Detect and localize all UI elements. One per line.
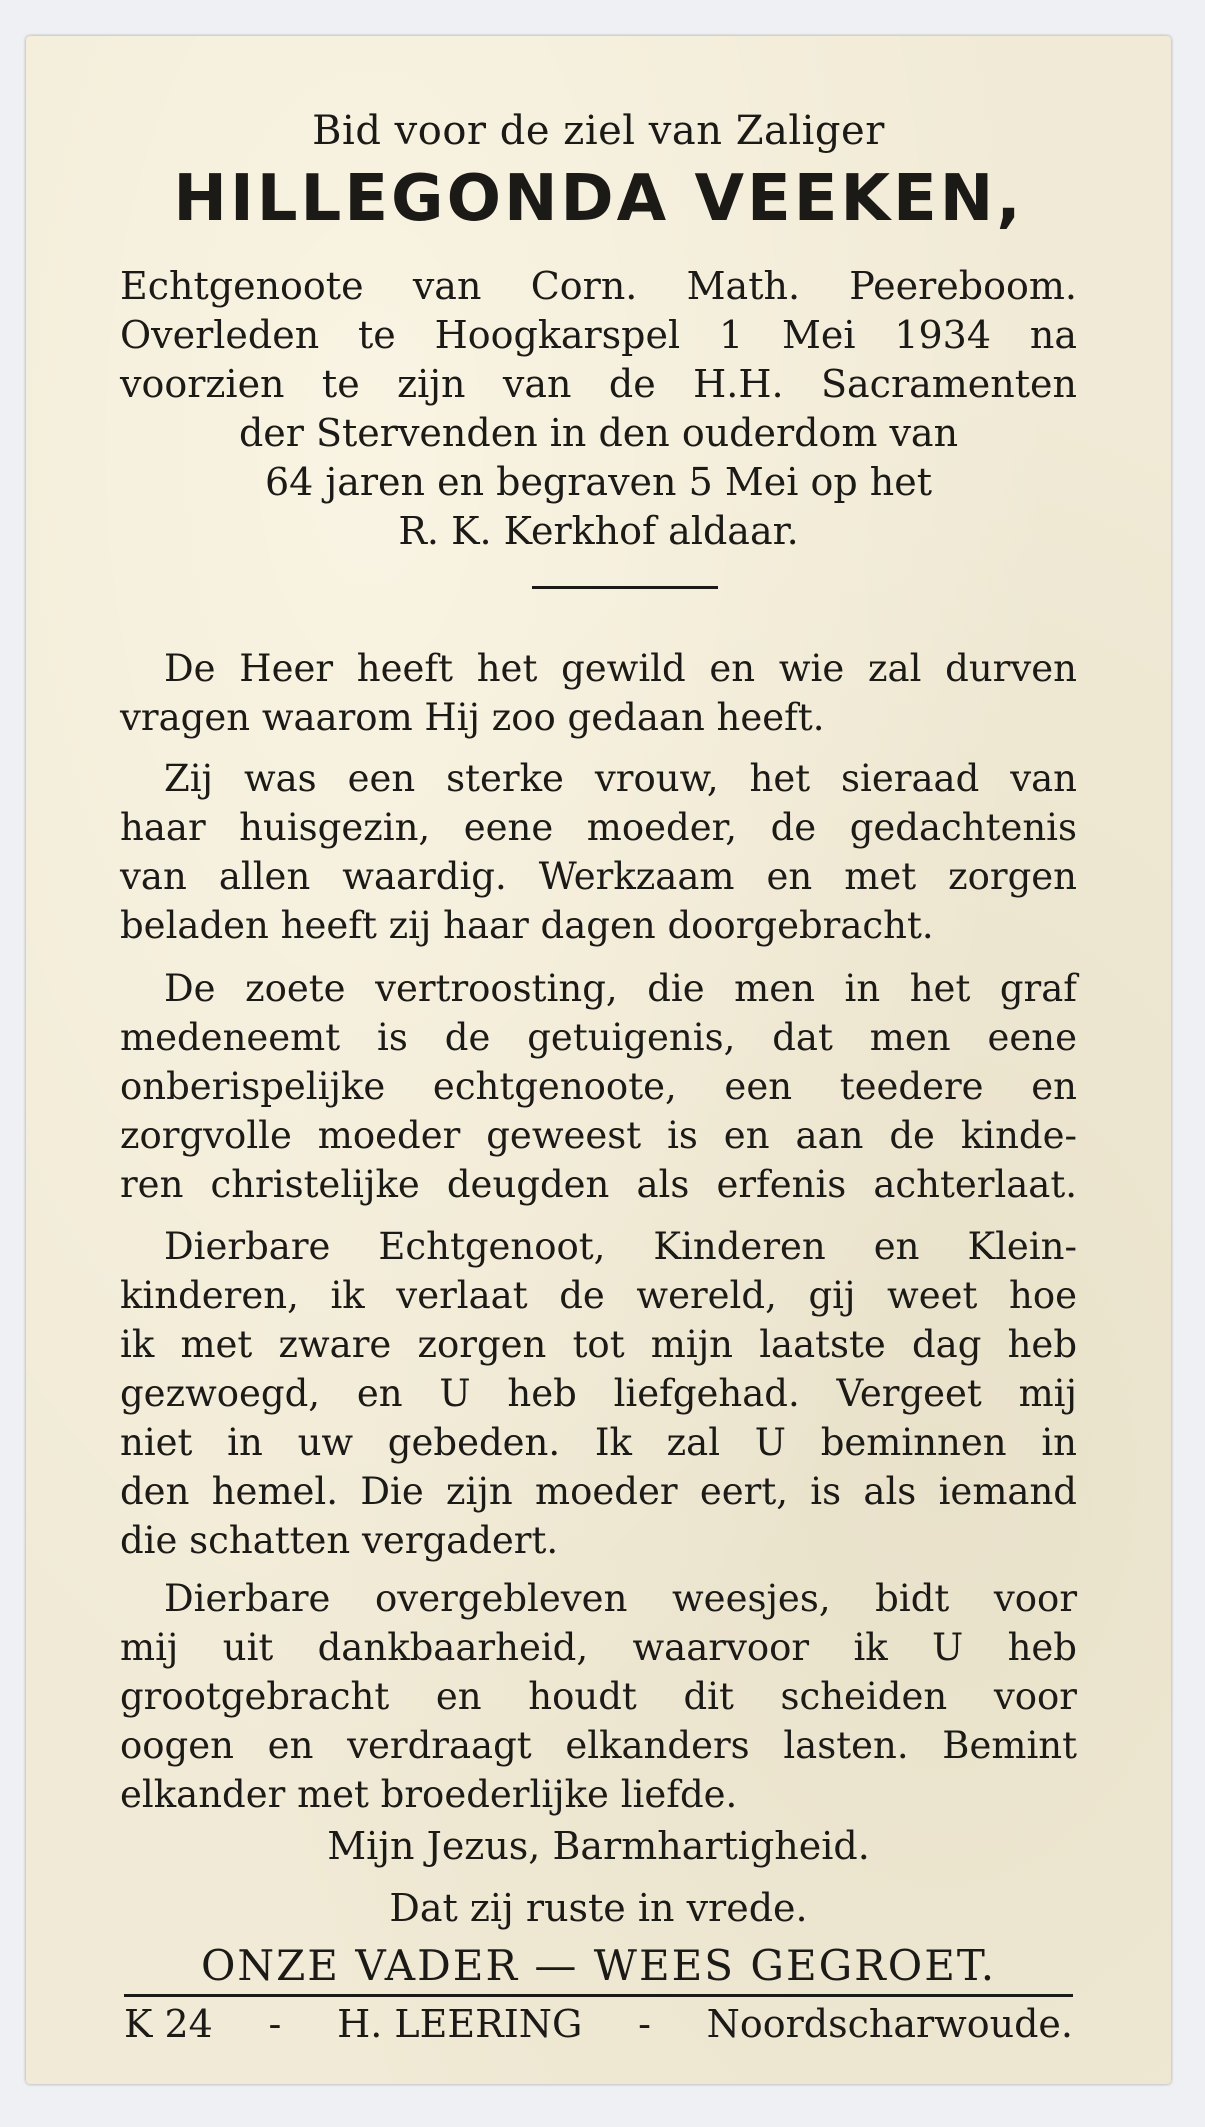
- text-line: zorgvolle moeder geweest is en aan de kinde-: [120, 1114, 1077, 1157]
- text-line: onberispelijke echtgenoote, een teedere en: [120, 1065, 1077, 1108]
- verse-paragraph: [120, 1574, 1077, 1819]
- card-content: [120, 36, 1077, 2084]
- text-line: Dierbare Echtgenoot, Kinderen en Klein-: [164, 1225, 1077, 1268]
- print-code: K 24: [124, 2002, 213, 2046]
- death-line: Overleden te Hoogkarspel 1 Mei 1934 na: [120, 313, 1077, 357]
- text-line: Dierbare overgebleven weesjes, bidt voor: [164, 1577, 1077, 1620]
- closing-blessing: Dat zij ruste in vrede.: [389, 1886, 808, 1930]
- death-line: der Stervenden in den ouderdom van: [238, 411, 959, 455]
- text-line: De zoete vertroosting, die men in het graf: [164, 967, 1077, 1010]
- printer-location: Noordscharwoude.: [706, 2002, 1073, 2046]
- text-line: medeneemt is de getuigenis, dat men eene: [120, 1016, 1077, 1059]
- text-line: van allen waardig. Werkzaam en met zorgen: [120, 855, 1077, 898]
- death-line: voorzien te zijn van de H.H. Sacramenten: [120, 362, 1077, 406]
- text-line: ik met zware zorgen tot mijn laatste dag heb: [120, 1323, 1077, 1366]
- text-line: mij uit dankbaarheid, waarvoor ik U heb: [120, 1626, 1077, 1669]
- footer-divider: [124, 1994, 1073, 1997]
- printer-name: H. LEERING: [337, 2002, 583, 2046]
- text-line: kinderen, ik verlaat de wereld, gij weet hoe: [120, 1274, 1077, 1317]
- text-line: elkander met broederlijke liefde.: [120, 1773, 738, 1816]
- text-line: oogen en verdraagt elkanders lasten. Bemint: [120, 1724, 1077, 1767]
- deceased-name: HILLEGONDA VEEKEN,: [173, 162, 1024, 236]
- prayer-request: ONZE VADER — WEES GEGROET.: [200, 1941, 997, 1990]
- verse-paragraph: [120, 644, 1077, 742]
- text-line: gezwoegd, en U heb liefgehad. Vergeet mij: [120, 1372, 1077, 1415]
- text-line: die schatten vergadert.: [120, 1519, 559, 1562]
- death-line: 64 jaren en begraven 5 Mei op het: [265, 460, 932, 504]
- memorial-card: [26, 36, 1171, 2084]
- footer-separator: -: [638, 2002, 651, 2046]
- text-line: beladen heeft zij haar dagen doorgebracht.: [120, 904, 934, 947]
- section-divider: [532, 586, 718, 589]
- closing-invocation: Mijn Jezus, Barmhartigheid.: [327, 1824, 870, 1868]
- biographical-details: [120, 262, 1077, 556]
- text-line: De Heer heeft het gewild en wie zal durven: [164, 647, 1077, 690]
- verse-paragraph: [120, 1222, 1077, 1565]
- verse-paragraph: [120, 754, 1077, 950]
- prayer-intro: Bid voor de ziel van Zaliger: [312, 108, 885, 154]
- footer-separator: -: [268, 2002, 282, 2046]
- death-line: R. K. Kerkhof aldaar.: [398, 509, 799, 553]
- text-line: haar huisgezin, eene moeder, de gedachtenis: [120, 806, 1077, 849]
- printer-footer: [124, 2002, 1073, 2046]
- spouse-line: Echtgenoote van Corn. Math. Peereboom.: [120, 264, 1077, 308]
- text-line: den hemel. Die zijn moeder eert, is als iemand: [120, 1470, 1077, 1513]
- text-line: Zij was een sterke vrouw, het sieraad van: [164, 757, 1077, 800]
- text-line: grootgebracht en houdt dit scheiden voor: [120, 1675, 1077, 1718]
- verse-paragraph: [120, 964, 1077, 1209]
- text-line: niet in uw gebeden. Ik zal U beminnen in: [120, 1421, 1077, 1464]
- text-line: ren christelijke deugden als erfenis achterlaat.: [120, 1163, 1077, 1206]
- text-line: vragen waarom Hij zoo gedaan heeft.: [120, 696, 825, 739]
